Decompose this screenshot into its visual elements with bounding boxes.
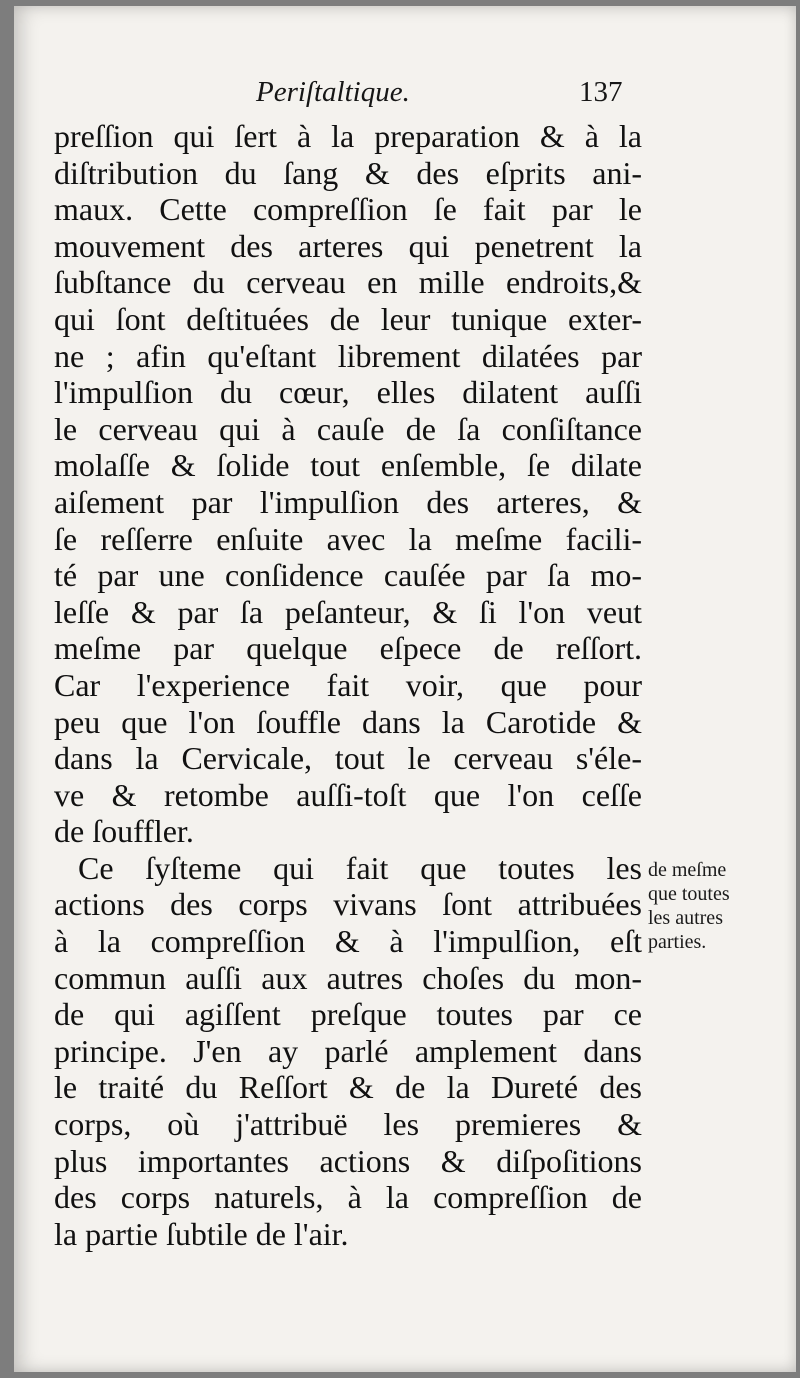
- text-line: commun auſſi aux autres choſes du mon-: [54, 959, 642, 996]
- margin-note-line: parties.: [648, 931, 707, 953]
- margin-note-line: que toutes: [648, 883, 730, 905]
- text-line: qui ſont deſtituées de leur tunique exter-: [54, 300, 642, 337]
- text-line: plus importantes actions & diſpoſitions: [54, 1142, 642, 1179]
- page-number: 137: [579, 76, 623, 108]
- paragraph-2: [54, 850, 642, 1253]
- text-line: té par une conſidence cauſée par ſa mo-: [54, 557, 642, 594]
- running-title: Periſtaltique.: [256, 76, 410, 108]
- text-line: principe. J'en ay parlé amplement dans: [54, 1032, 642, 1069]
- margin-note-line: les autres: [648, 907, 723, 929]
- text-line: diſtribution du ſang & des eſprits ani-: [54, 154, 642, 191]
- text-line: la partie ſubtile de l'air.: [54, 1215, 349, 1252]
- text-line: à la compreſſion & à l'impulſion, eſt: [54, 923, 642, 960]
- text-line: le cerveau qui à cauſe de ſa conſiſtance: [54, 410, 642, 447]
- text-line: mouvement des arteres qui penetrent la: [54, 227, 642, 264]
- text-line: ſe reſſerre enſuite avec la meſme facili-: [54, 520, 642, 557]
- text-line: meſme par quelque eſpece de reſſort.: [54, 630, 642, 667]
- text-line: dans la Cervicale, tout le cerveau s'éle-: [54, 740, 642, 777]
- text-line: preſſion qui ſert à la preparation & à la: [54, 118, 642, 154]
- text-line: peu que l'on ſouffle dans la Carotide &: [54, 703, 642, 740]
- text-line: des corps naturels, à la compreſſion de: [54, 1179, 642, 1216]
- show-through-text: [634, 396, 794, 506]
- text-line: Car l'experience fait voir, que pour: [54, 666, 642, 703]
- text-line: Ce ſyſteme qui fait que toutes les: [78, 849, 642, 886]
- text-line: ſubſtance du cerveau en mille endroits,&: [54, 264, 642, 301]
- text-line: aiſement par l'impulſion des arteres, &: [54, 483, 642, 520]
- paragraph-1: [54, 118, 642, 850]
- text-line: l'impulſion du cœur, elles dilatent auſſi: [54, 374, 642, 411]
- text-line: de ſouffler.: [54, 813, 194, 850]
- text-line: molaſſe & ſolide tout enſemble, ſe dilate: [54, 447, 642, 484]
- text-line: actions des corps vivans ſont attribuées: [54, 886, 642, 923]
- book-page: [14, 6, 796, 1372]
- text-line: ve & retombe auſſi-toſt que l'on ceſſe: [54, 776, 642, 813]
- text-line: le traité du Reſſort & de la Dureté des: [54, 1069, 642, 1106]
- text-line: ne ; afin qu'eſtant librement dilatées par: [54, 337, 642, 374]
- text-line: maux. Cette compreſſion ſe fait par le: [54, 191, 642, 228]
- margin-note: [648, 858, 788, 954]
- text-line: de qui agiſſent preſque toutes par ce: [54, 996, 642, 1033]
- page-header: [14, 76, 654, 116]
- main-text: [54, 118, 642, 1252]
- text-line: corps, où j'attribuë les premieres &: [54, 1106, 642, 1143]
- margin-note-line: de meſme: [648, 859, 727, 881]
- text-line: leſſe & par ſa peſanteur, & ſi l'on veut: [54, 593, 642, 630]
